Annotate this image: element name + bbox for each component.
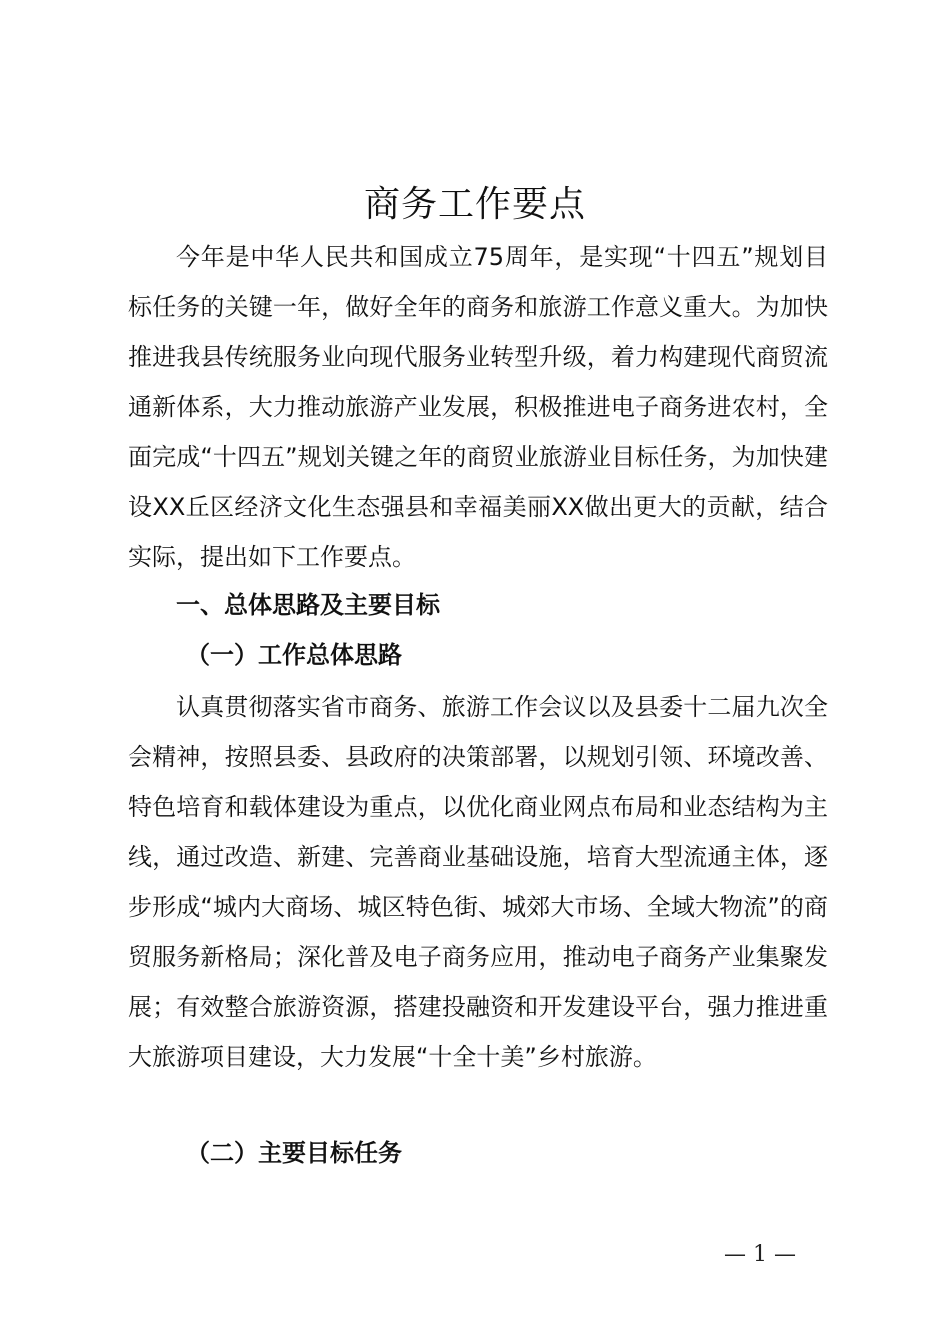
intro-paragraph: 今年是中华人民共和国成立75周年，是实现“十四五”规划目标任务的关键一年，做好全年的商务和旅游工作意义重大。为加快推进我县传统服务业向现代服务业转型升级，着力构建现代商贸流通新体系，大力推动旅游产业发展，积极推进电子商务进农村，全面完成“十四五”规划关键之年的商贸业旅游业目标任务，为加快建设XX丘区经济文化生态强县和幸福美丽XX做出更大的贡献，结合实际，提出如下工作要点。: [128, 243, 828, 571]
work-ideas-paragraph: 认真贯彻落实省市商务、旅游工作会议以及县委十二届九次全会精神，按照县委、县政府的决策部署，以规划引领、环境改善、特色培育和载体建设为重点，以优化商业网点布局和业态结构为主线，通过改造、新建、完善商业基础设施，培育大型流通主体，逐步形成“城内大商场、城区特色街、城郊大市场、全域大物流”的商贸服务新格局；深化普及电子商务应用，推动电子商务产业集聚发展；有效整合旅游资源，搭建投融资和开发建设平台，强力推进重大旅游项目建设，大力发展“十全十美”乡村旅游。: [128, 693, 828, 1071]
section-heading-overall-ideas-and-goals: 一、总体思路及主要目标: [176, 591, 440, 619]
document-title: 商务工作要点: [363, 184, 586, 225]
subsection-heading-work-ideas: （一）工作总体思路: [186, 641, 402, 669]
subsection-heading-main-tasks: （二）主要目标任务: [186, 1139, 402, 1167]
page-number: — 1 —: [724, 1242, 796, 1267]
